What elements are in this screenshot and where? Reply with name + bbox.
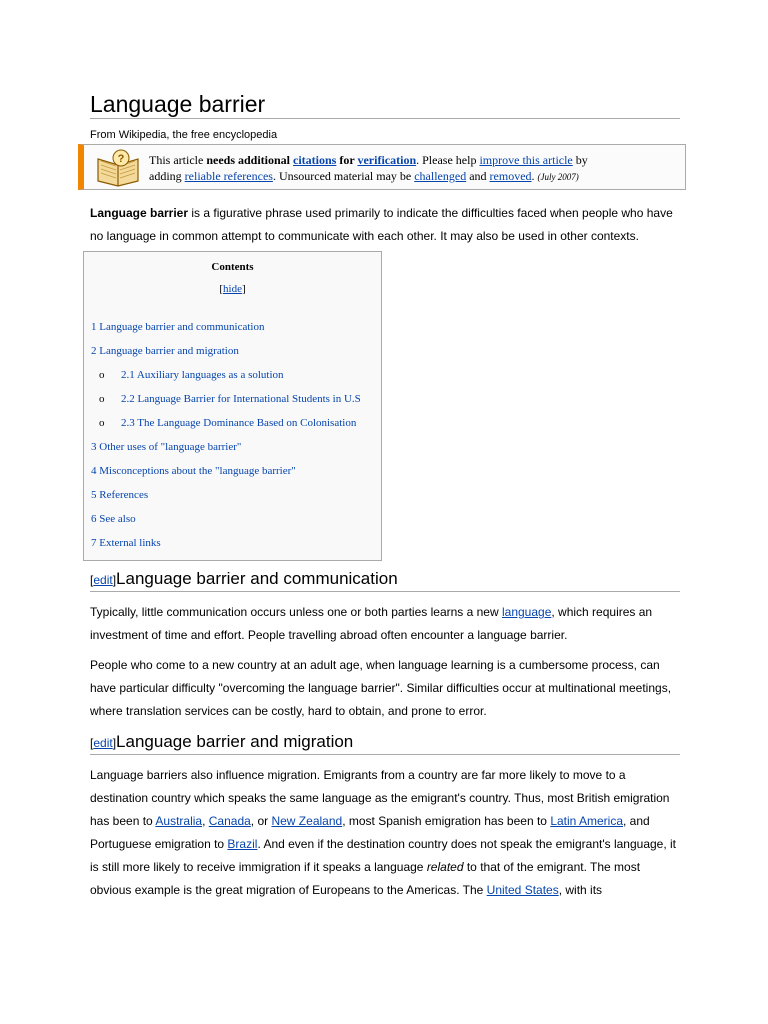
toc-link[interactable]: 2 Language barrier and migration — [91, 345, 239, 357]
toc-subitem — [91, 392, 361, 416]
toc-item — [91, 344, 361, 368]
toc-item — [91, 488, 361, 512]
reliable-references-link[interactable]: reliable references — [184, 169, 273, 183]
improve-article-link[interactable]: improve this article — [479, 153, 573, 167]
toc-link[interactable]: 6 See also — [91, 513, 136, 525]
section-title: Language barrier and migration — [116, 732, 354, 751]
toc-link[interactable]: 2.3 The Language Dominance Based on Colonisation — [121, 417, 357, 429]
citation-notice-box — [78, 144, 686, 190]
edit-section-link[interactable]: edit — [93, 573, 113, 587]
australia-link[interactable]: Australia — [155, 814, 203, 828]
communication-paragraph-1: Typically, little communication occurs unless one or both parties learns a new language, which requires an investment of time and effort. People travelling abroad often encounter a language barrier. — [90, 605, 653, 642]
toc-item — [91, 440, 361, 464]
toc-item — [91, 536, 361, 560]
language-link[interactable]: language — [501, 605, 552, 619]
united-states-link[interactable]: United States — [486, 883, 559, 897]
bullet-icon: o — [99, 369, 105, 381]
verification-link[interactable]: verification — [357, 153, 417, 167]
edit-section-control: [edit] — [90, 736, 117, 750]
toc-link[interactable]: 2.1 Auxiliary languages as a solution — [121, 369, 284, 381]
page-title: Language barrier — [90, 90, 680, 119]
removed-link[interactable]: removed — [489, 169, 532, 183]
toc-item — [91, 512, 361, 536]
section-heading-communication — [90, 563, 680, 592]
toc-list — [91, 320, 361, 560]
brazil-link[interactable]: Brazil — [227, 837, 258, 851]
intro-paragraph: Language barrier is a figurative phrase used primarily to indicate the difficulties faced when people who have no language in common attempt to communicate with each other. It may also be used in other contexts. — [90, 206, 673, 243]
svg-text:?: ? — [117, 153, 125, 165]
toc-subitem — [91, 416, 361, 440]
toc-link[interactable]: 2.2 Language Barrier for International Students in U.S — [121, 393, 361, 405]
challenged-link[interactable]: challenged — [414, 169, 467, 183]
edit-section-link[interactable]: edit — [93, 736, 113, 750]
toc-item — [91, 464, 361, 488]
bullet-icon: o — [99, 417, 105, 429]
table-of-contents — [83, 251, 382, 561]
edit-section-control: [edit] — [90, 573, 117, 587]
toc-subitem — [91, 368, 361, 392]
toc-hide-toggle: [hide] — [219, 283, 246, 295]
toc-link[interactable]: 5 References — [91, 489, 149, 501]
toc-link[interactable]: 3 Other uses of "language barrier" — [91, 441, 242, 453]
section-title: Language barrier and communication — [116, 569, 398, 588]
citations-link[interactable]: citations — [293, 153, 337, 167]
section-heading-migration — [90, 726, 680, 755]
toc-link[interactable]: 7 External links — [91, 537, 161, 549]
toc-hide-link[interactable]: hide — [223, 283, 242, 295]
page-subtitle: From Wikipedia, the free encyclopedia — [90, 129, 278, 141]
notice-date: (July 2007) — [537, 172, 579, 182]
toc-item — [91, 320, 361, 344]
toc-title: Contents — [211, 261, 254, 273]
bullet-icon: o — [99, 393, 105, 405]
latin-america-link[interactable]: Latin America — [550, 814, 624, 828]
migration-paragraph: Language barriers also influence migration. Emigrants from a country are far more likely to move to a destination country which speaks the same language as the emigrant's country. Thus, most British emigration has been to Australia, Canada, or New Zealand, most Spanish emigration has been to Latin America, and Portuguese emigration to Brazil. And even if the destination country does not speak the emigrant's language, it is still more likely to receive immigration if it speaks a language related to that of the emigrant. The most obvious example is the great migration of Europeans to the Americas. The United States, with its — [90, 768, 677, 897]
toc-link[interactable]: 1 Language barrier and communication — [91, 321, 265, 333]
new-zealand-link[interactable]: New Zealand — [271, 814, 343, 828]
citation-notice-text: This article needs additional citations for verification. Please help improve this article by adding reliable references. Unsourced material may be challenged and removed. (July 2007) — [149, 153, 588, 183]
canada-link[interactable]: Canada — [208, 814, 251, 828]
toc-link[interactable]: 4 Misconceptions about the "language barrier" — [91, 465, 296, 477]
book-question-icon — [94, 149, 142, 187]
communication-paragraph-2: People who come to a new country at an adult age, when language learning is a cumbersome process, can have particular difficulty "overcoming the language barrier". Similar difficulties occur at multinational meetings, where translation services can be costly, hard to obtain, and prone to error. — [90, 658, 672, 718]
